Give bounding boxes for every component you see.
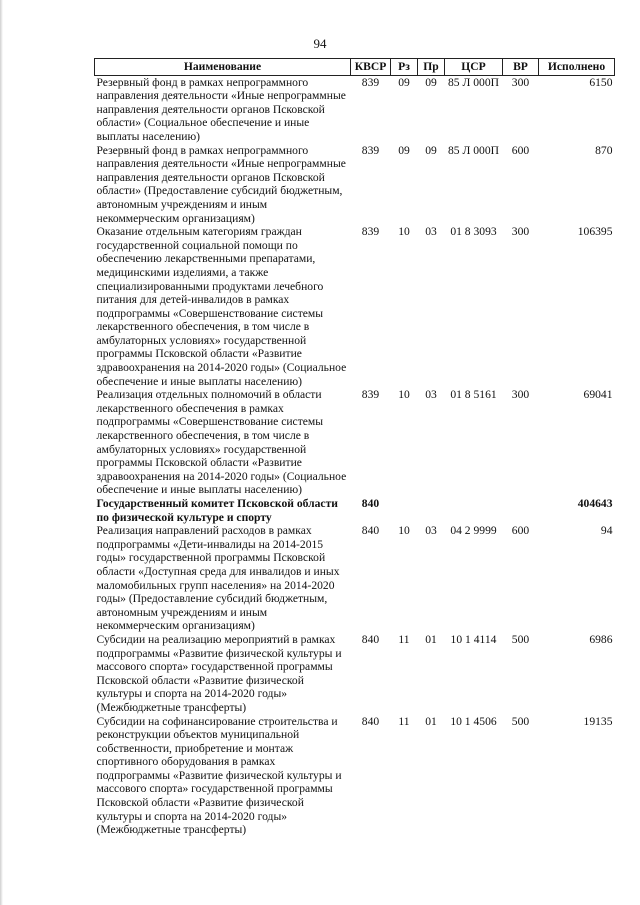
cell-amount: 6986 [589, 632, 613, 646]
cell-amount: 69041 [583, 388, 613, 402]
cell-amount: 6150 [589, 75, 613, 89]
cell-name: Субсидии на софинансирование строительства и реконструкции объектов муниципальной собственности, приобретение и монтаж спортивного оборудования в рамках подпрограммы «Развитие физической культуры и массового спорта» государственной программы Псковской области «Развитие физической культуры и спорта на 2014-2020 годы» (Межбюджетные трансферты) [96, 714, 342, 837]
cell-pr: 09 [425, 143, 437, 157]
table-header-row [95, 59, 615, 76]
scan-edge [0, 0, 3, 905]
cell-name: Оказание отдельным категориям граждан государственной социальной помощи по обеспечению лекарственными препаратами, медицинскими изделиями, а также специализированными продуктами лечебного питания для детей-инвалидов в рамках подпрограммы «Совершенствование системы лекарственного обеспечения, в том числе в амбулаторных условиях» государственной программы Псковской области «Развитие здравоохранения на 2014-2020 годы» (Социальное обеспечение и иные выплаты населению) [96, 225, 347, 388]
cell-rz: 11 [398, 632, 410, 646]
cell-csr: 85 Л 000П [447, 75, 500, 89]
cell-amount: 94 [600, 524, 613, 538]
cell-csr: 85 Л 000П [447, 143, 500, 157]
cell-vr: 500 [511, 632, 530, 646]
cell-name: Резервный фонд в рамках непрограммного направления деятельности «Иные непрограммные направления деятельности органов Псковской области» (Предоставление субсидий бюджетным, автономным учреждениям и иным некоммерческим организациям) [96, 143, 346, 225]
cell-kvsr: 839 [361, 75, 380, 89]
table-row [95, 75, 615, 143]
cell-pr: 03 [425, 524, 437, 538]
cell-pr: 01 [425, 714, 437, 728]
table-row [95, 144, 615, 226]
header-pr: Пр [418, 59, 445, 76]
cell-vr: 600 [511, 524, 530, 538]
cell-csr [445, 497, 503, 524]
cell-rz [391, 497, 418, 524]
cell-csr: 01 8 3093 [450, 225, 497, 239]
header-kvsr: КВСР [351, 59, 391, 76]
header-csr: ЦСР [445, 59, 503, 76]
cell-kvsr: 839 [361, 225, 380, 239]
cell-amount: 404643 [577, 497, 613, 510]
cell-rz: 10 [398, 225, 410, 239]
cell-amount: 106395 [577, 225, 613, 239]
cell-rz: 10 [398, 388, 410, 402]
table-row [95, 225, 615, 388]
cell-amount: 870 [595, 143, 613, 157]
cell-kvsr: 840 [361, 497, 380, 510]
budget-table [94, 58, 615, 837]
table-body [95, 75, 615, 837]
cell-kvsr: 840 [361, 714, 380, 728]
table-row [95, 633, 615, 715]
cell-kvsr: 840 [361, 632, 380, 646]
cell-kvsr: 840 [361, 524, 380, 538]
table-row [95, 715, 615, 837]
cell-vr: 300 [511, 388, 530, 402]
cell-vr: 500 [511, 714, 530, 728]
cell-name: Субсидии на реализацию мероприятий в рамках подпрограммы «Развитие физической культуры и массового спорта» государственной программы Псковской области «Развитие физической культуры и спорта на 2014-2020 годы» (Межбюджетные трансферты) [96, 632, 342, 714]
header-name: Наименование [95, 59, 351, 76]
header-amount: Исполнено [539, 59, 615, 76]
cell-kvsr: 839 [361, 143, 380, 157]
cell-vr: 300 [511, 75, 530, 89]
cell-kvsr: 839 [361, 388, 380, 402]
cell-rz: 09 [398, 75, 410, 89]
cell-pr: 09 [425, 75, 437, 89]
cell-amount: 19135 [583, 714, 613, 728]
cell-rz: 10 [398, 524, 410, 538]
cell-pr: 03 [425, 225, 437, 239]
cell-rz: 11 [398, 714, 410, 728]
header-vr: ВР [503, 59, 539, 76]
header-rz: Рз [391, 59, 418, 76]
table-row [95, 388, 615, 497]
cell-csr: 10 1 4114 [450, 632, 497, 646]
cell-rz: 09 [398, 143, 410, 157]
cell-pr: 03 [425, 388, 437, 402]
cell-csr: 10 1 4506 [450, 714, 497, 728]
cell-vr [503, 497, 539, 524]
table-row [95, 497, 615, 524]
cell-vr: 300 [511, 225, 530, 239]
cell-name: Резервный фонд в рамках непрограммного направления деятельности «Иные непрограммные направления деятельности органов Псковской области» (Социальное обеспечение и иные выплаты населению) [96, 75, 346, 143]
table-row [95, 524, 615, 633]
cell-pr: 01 [425, 632, 437, 646]
cell-name: Реализация направлений расходов в рамках подпрограммы «Дети-инвалиды на 2014-2015 годы» государственной программы Псковской области «Доступная среда для инвалидов и иных маломобильных групп населения» на 2014-2020 годы» (Предоставление субсидий бюджетным, автономным учреждениям и иным некоммерческим организациям) [96, 524, 340, 633]
cell-csr: 04 2 9999 [450, 524, 497, 538]
cell-name: Государственный комитет Псковской области по физической культуре и спорту [96, 497, 338, 524]
page-number: 94 [313, 36, 327, 51]
cell-vr: 600 [511, 143, 530, 157]
cell-csr: 01 8 5161 [450, 388, 497, 402]
cell-pr [418, 497, 445, 524]
cell-name: Реализация отдельных полномочий в области лекарственного обеспечения в рамках подпрограммы «Совершенствование системы лекарственного обеспечения, в том числе в амбулаторных условиях» государственной программы Псковской области «Развитие здравоохранения на 2014-2020 годы» (Социальное обеспечение и иные выплаты населению) [96, 388, 347, 497]
